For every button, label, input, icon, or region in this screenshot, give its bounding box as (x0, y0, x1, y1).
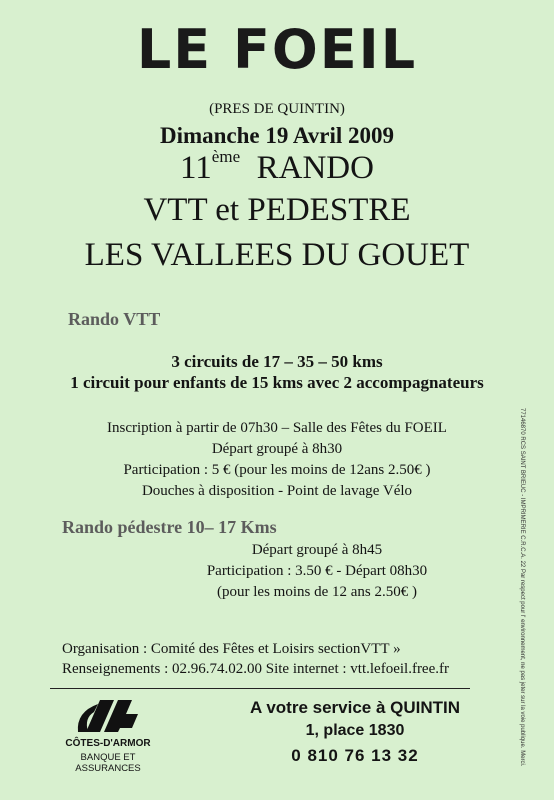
service-line (230, 698, 480, 718)
vtt-info-line: Douches à disposition - Point de lavage Vélo (141, 483, 413, 499)
edition-number: 11 (180, 150, 212, 186)
organisation-block (62, 639, 449, 679)
main-title: LE FOEIL (136, 18, 418, 81)
logo-region: CÔTES-D'ARMOR (65, 738, 151, 749)
pedestre-info-line: (pour les moins de 12 ans 2.50€ ) (217, 584, 417, 600)
address-line: 1, place 1830 (305, 722, 405, 739)
location-subtitle: (PRES DE QUINTIN) (209, 101, 345, 117)
edition-line (0, 147, 554, 187)
service-town: QUINTIN (390, 698, 461, 717)
event-name: LES VALLEES DU GOUET (84, 237, 470, 273)
edition-label: RANDO (256, 150, 374, 186)
circuits-line: 3 circuits de 17 – 35 – 50 kms (171, 352, 383, 371)
event-type: VTT et PEDESTRE (143, 192, 411, 228)
legal-side-note: 77146870 RCS SAINT BRIEUC - IMPRIMERIE C.R.C.A. 22 Par respect pour l' environnement, ne pas jeter sur la voie publique. Merci. (519, 408, 525, 767)
pedestre-info-line: Départ groupé à 8h45 (251, 542, 383, 558)
phone-line: 0 810 76 13 32 (291, 746, 419, 765)
edition-suffix: ème (211, 147, 241, 166)
vtt-circuits (0, 351, 554, 393)
pedestre-info-line: Participation : 3.50 € - Départ 08h30 (206, 563, 428, 579)
renseignements-line: Renseignements : 02.96.74.02.00 Site internet : vtt.lefoeil.free.fr (62, 661, 449, 677)
vtt-info-line: Inscription à partir de 07h30 – Salle des Fêtes du FOEIL (107, 420, 447, 436)
pedestre-info (40, 540, 554, 603)
logo-tagline: BANQUE ET ASSURANCES (75, 752, 141, 774)
vtt-heading: Rando VTT (68, 309, 161, 329)
vtt-info-line: Participation : 5 € (pour les moins de 12ans 2.50€ ) (123, 462, 431, 478)
event-date: Dimanche 19 Avril 2009 (159, 123, 395, 148)
vtt-info-line: Départ groupé à 8h30 (211, 441, 343, 457)
footer-divider (50, 688, 470, 689)
pedestre-heading: Rando pédestre 10– 17 Kms (62, 517, 277, 537)
organisation-line: Organisation : Comité des Fêtes et Loisirs sectionVTT » (62, 641, 401, 657)
kids-circuit-line: 1 circuit pour enfants de 15 kms avec 2 accompagnateurs (70, 373, 484, 392)
vtt-info (0, 418, 554, 502)
service-prefix: A votre service à (249, 698, 391, 717)
